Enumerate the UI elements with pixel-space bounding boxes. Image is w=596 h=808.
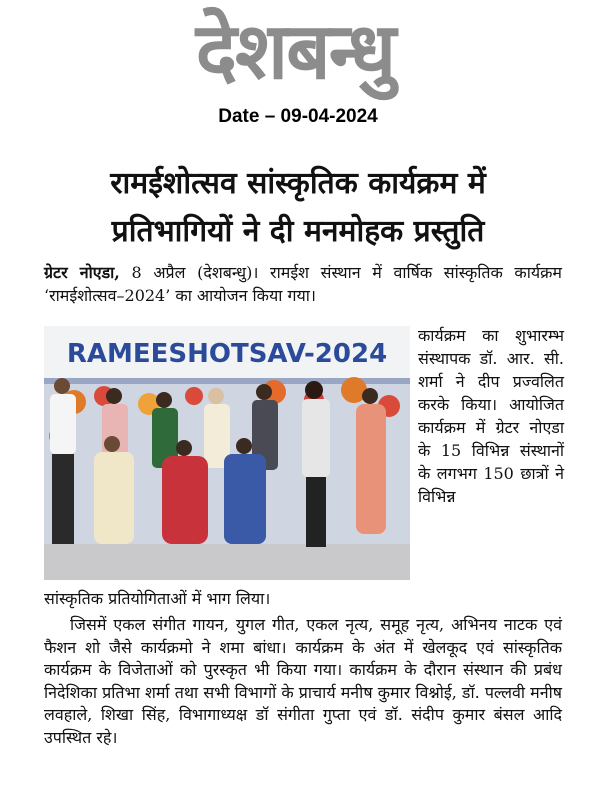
headline-line-1: रामईशोत्सव सांस्कृतिक कार्यक्रम में [110, 166, 486, 201]
event-photo [44, 326, 410, 580]
article-headline [14, 160, 582, 256]
article-text-after-photo: सांस्कृतिक प्रतियोगिताओं में भाग लिया। [44, 589, 271, 608]
newspaper-masthead: देशबन्धु [195, 7, 395, 97]
headline-line-2: प्रतिभागियों ने दी मनमोहक प्रस्तुति [111, 214, 485, 249]
event-photo-illustration [44, 326, 410, 580]
article-lead-text: 8 अप्रैल (देशबन्धु)। रामईश संस्थान में वार्षिक सांस्कृतिक कार्यक्रम ‘रामईशोत्सव–2024’ का आयोजन किया गया। [44, 263, 562, 305]
front-row-people [94, 436, 266, 544]
stage-banner-text: RAMEESHOTSAV-2024 [66, 339, 388, 369]
publication-date: Date – 09-04-2024 [218, 106, 378, 127]
article-lead-paragraph [44, 262, 562, 307]
article-side-column: कार्यक्रम का शुभारम्भ संस्थापक डॉ. आर. सी. शर्मा ने दीप प्रज्वलित करके किया। आयोजित कार्यक्रम में ग्रेटर नोएडा के 15 विभिन्न संस्थानों के लगभग 150 छात्रों ने विभिन्न [418, 326, 564, 506]
article-dateline: ग्रेटर नोएडा, [44, 263, 120, 282]
stage-floor [44, 544, 410, 580]
article-body-paragraph: जिसमें एकल संगीत गायन, युगल गीत, एकल नृत्य, समूह नृत्य, अभिनय नाटक एवं फैशन शो जैसे कार्यक्रमो ने शमा बांधा। कार्यक्रम के अंत में खेलकूद एवं सांस्कृतिक कार्यक्रम के विजेताओं को पुरस्कृत भी किया गया। कार्यक्रम के दौरान संस्थान की प्रबंध निदेशिका प्रतिभा शर्मा तथा सभी विभागों के प्राचार्य मनीष कुमार विश्नोई, डॉ. पल्लवी मनीष लवहाले, शिखा सिंह, विभागाध्यक्ष डॉ संगीता गुप्ता एवं डॉ. संदीप कुमार बंसल आदि उपस्थित रहे। [44, 615, 562, 747]
